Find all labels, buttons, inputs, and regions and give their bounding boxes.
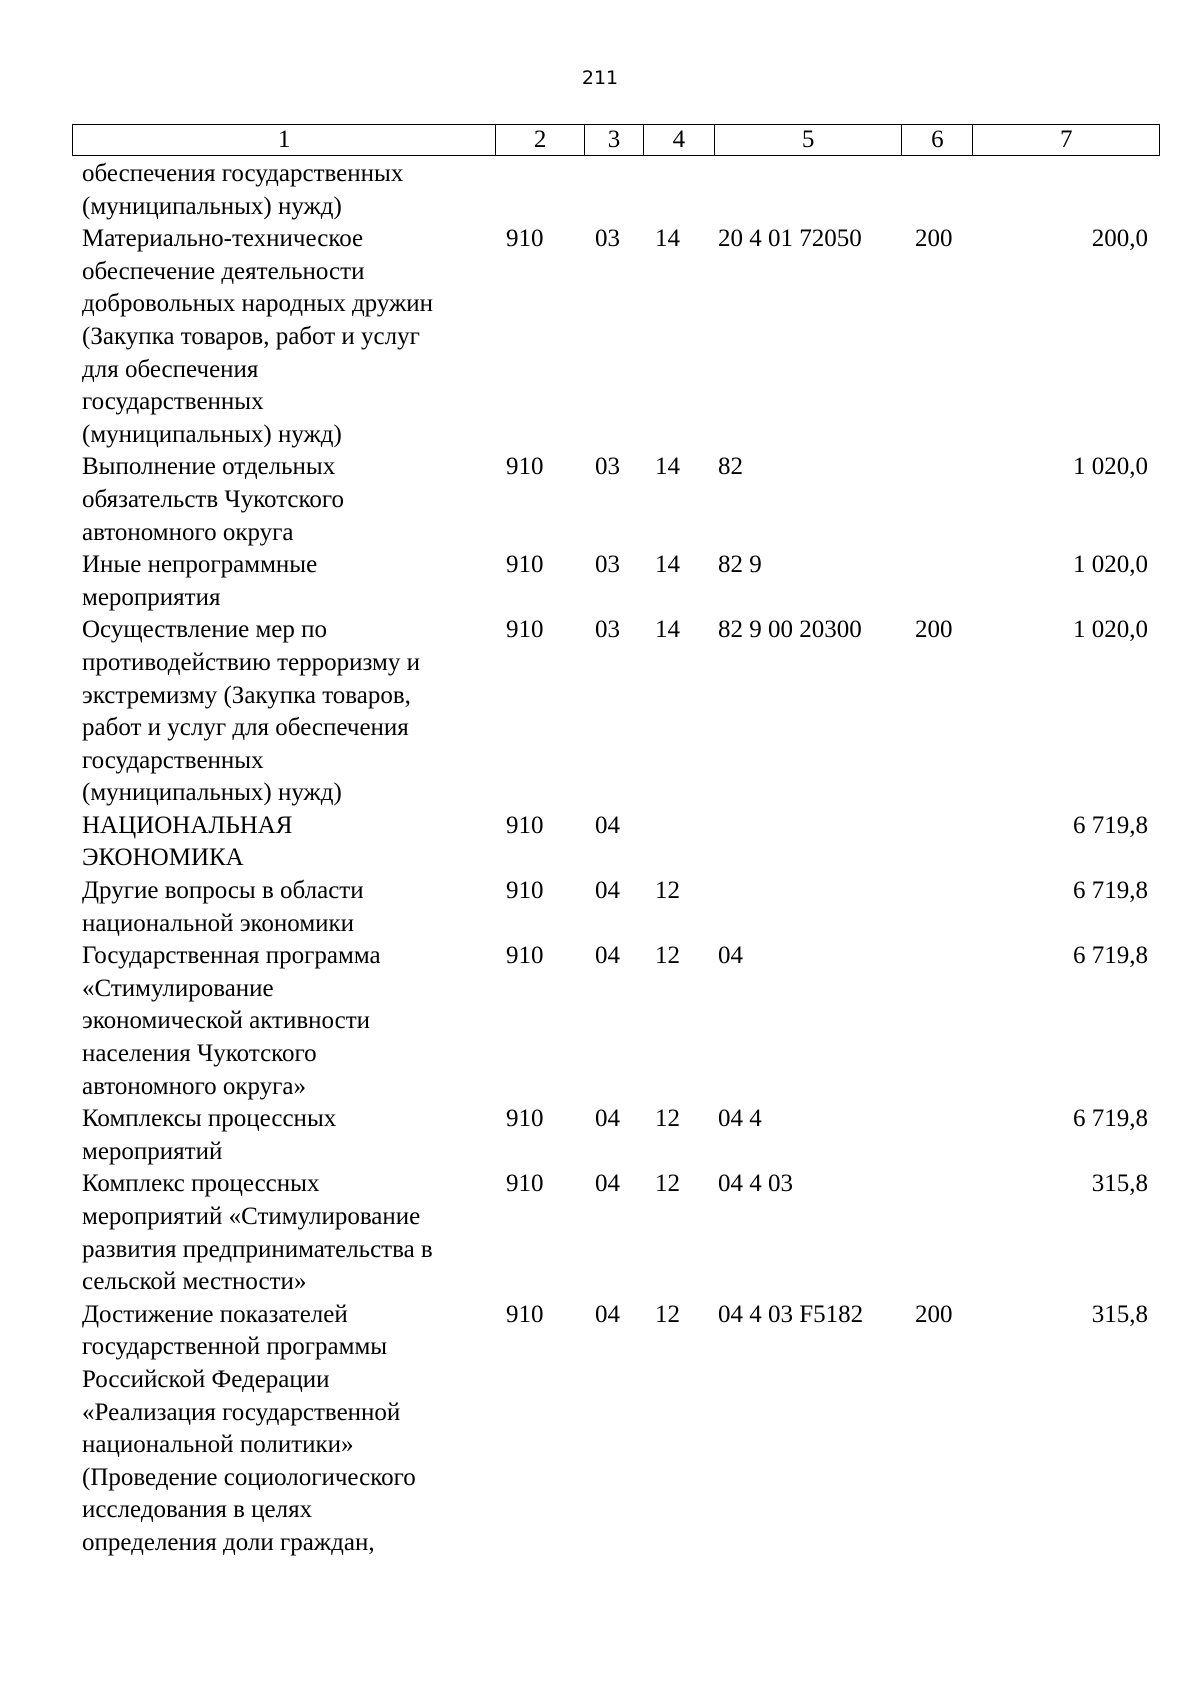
row-name: обеспечения государственных (муниципальных) нужд) — [82, 160, 404, 220]
row-subsection-code: 12 — [655, 877, 680, 905]
row-subsection-code: 14 — [655, 225, 680, 253]
row-section-code: 04 — [595, 1105, 620, 1133]
row-name: Материально-техническое обеспечение деятельности добровольных народных дружин (Закупка товаров, работ и услуг для обеспечения государственных (муниципальных) нужд) — [82, 225, 434, 448]
row-target-code: 82 — [718, 453, 743, 481]
row-target-code: 04 — [718, 942, 743, 970]
row-subsection-code: 12 — [655, 1170, 680, 1198]
row-subsection-code — [644, 810, 715, 875]
row-amount: 315,8 — [1091, 1300, 1148, 1328]
table-row — [72, 1299, 1160, 1560]
row-target-code — [715, 810, 903, 875]
row-subsection-code — [644, 158, 715, 223]
row-expense-type-code — [903, 451, 974, 549]
row-name: Комплексы процессных мероприятий — [82, 1105, 337, 1165]
row-name: Комплекс процессных мероприятий «Стимулирование развития предпринимательства в сельской местности» — [82, 1170, 433, 1296]
row-expense-type-code — [903, 158, 974, 223]
row-gr-code — [496, 158, 585, 223]
table-row — [72, 1168, 1160, 1298]
table-row — [72, 1103, 1160, 1168]
row-amount — [974, 158, 1160, 223]
row-subsection-code: 12 — [655, 1105, 680, 1133]
row-gr-code: 910 — [506, 942, 544, 970]
table-row — [72, 940, 1160, 1103]
table-header — [72, 124, 1160, 156]
row-name: Выполнение отдельных обязательств Чукотского автономного округа — [82, 453, 345, 546]
row-section-code: 04 — [595, 877, 620, 905]
column-header-4: 4 — [644, 125, 715, 155]
row-section-code: 04 — [595, 1300, 620, 1328]
table-row — [72, 223, 1160, 451]
row-expense-type-code: 200 — [915, 225, 953, 253]
row-gr-code: 910 — [506, 877, 544, 905]
row-subsection-code: 14 — [655, 551, 680, 579]
table-row — [72, 158, 1160, 223]
column-header-1: 1 — [73, 125, 496, 155]
row-subsection-code: 12 — [655, 942, 680, 970]
row-name: Осуществление мер по противодействию терроризму и экстремизму (Закупка товаров, работ и услуг для обеспечения государственных (муниципальных) нужд) — [82, 616, 420, 807]
row-name: Государственная программа «Стимулирование экономической активности населения Чукотского автономного округа» — [82, 942, 381, 1100]
row-section-code: 03 — [595, 551, 620, 579]
row-expense-type-code — [903, 1103, 974, 1168]
table-row — [72, 549, 1160, 614]
row-target-code: 82 9 — [718, 551, 762, 579]
row-amount: 1 020,0 — [1073, 616, 1148, 644]
column-header-7: 7 — [1059, 126, 1073, 153]
table-row — [72, 875, 1160, 940]
column-header-2: 2 — [496, 125, 585, 155]
row-amount: 6 719,8 — [1073, 942, 1148, 970]
row-name: Иные непрограммные мероприятия — [82, 551, 318, 611]
row-gr-code: 910 — [506, 225, 544, 253]
row-section-code: 03 — [595, 225, 620, 253]
page-number: 211 — [581, 67, 619, 89]
row-gr-code: 910 — [506, 453, 544, 481]
row-target-code: 04 4 — [718, 1105, 762, 1133]
row-section-code: 03 — [595, 453, 620, 481]
column-header-5: 5 — [715, 125, 903, 155]
row-expense-type-code — [903, 549, 974, 614]
table-row — [72, 810, 1160, 875]
row-section-code: 03 — [595, 616, 620, 644]
row-amount: 6 719,8 — [1073, 877, 1148, 905]
row-gr-code: 910 — [506, 551, 544, 579]
row-amount: 1 020,0 — [1073, 453, 1148, 481]
row-section-code: 04 — [595, 1170, 620, 1198]
row-gr-code: 910 — [506, 616, 544, 644]
row-expense-type-code: 200 — [915, 616, 953, 644]
row-name: НАЦИОНАЛЬНАЯ ЭКОНОМИКА — [82, 811, 293, 872]
row-name: Другие вопросы в области национальной экономики — [82, 877, 364, 937]
row-amount: 1 020,0 — [1073, 551, 1148, 579]
row-gr-code: 910 — [506, 1105, 544, 1133]
row-amount: 6 719,8 — [1073, 1105, 1148, 1133]
row-section-code — [585, 158, 644, 223]
table-row — [72, 451, 1160, 549]
row-subsection-code: 12 — [655, 1300, 680, 1328]
row-gr-code: 910 — [506, 811, 544, 839]
row-target-code: 82 9 00 20300 — [718, 616, 862, 644]
row-section-code: 04 — [595, 942, 620, 970]
row-amount: 200,0 — [1091, 225, 1148, 253]
row-target-code — [715, 875, 903, 940]
row-expense-type-code — [903, 810, 974, 875]
row-expense-type-code — [903, 1168, 974, 1298]
table-body — [72, 158, 1160, 1560]
column-header-6: 6 — [902, 125, 973, 155]
row-gr-code: 910 — [506, 1300, 544, 1328]
table-row — [72, 614, 1160, 810]
row-subsection-code: 14 — [655, 453, 680, 481]
row-section-code: 04 — [595, 811, 620, 839]
row-expense-type-code: 200 — [915, 1300, 953, 1328]
row-amount: 6 719,8 — [1073, 811, 1148, 839]
row-name: Достижение показателей государственной программы Российской Федерации «Реализация государственной национальной политики» (Проведение социологического исследования в целях определения доли граждан, — [82, 1300, 416, 1556]
column-header-3: 3 — [585, 125, 644, 155]
row-target-code: 04 4 03 — [718, 1170, 793, 1198]
row-target-code: 04 4 03 F5182 — [718, 1300, 864, 1328]
row-target-code — [715, 158, 903, 223]
row-amount: 315,8 — [1091, 1170, 1148, 1198]
row-expense-type-code — [903, 875, 974, 940]
row-expense-type-code — [903, 940, 974, 1103]
row-subsection-code: 14 — [655, 616, 680, 644]
row-target-code: 20 4 01 72050 — [718, 225, 862, 253]
row-gr-code: 910 — [506, 1170, 544, 1198]
